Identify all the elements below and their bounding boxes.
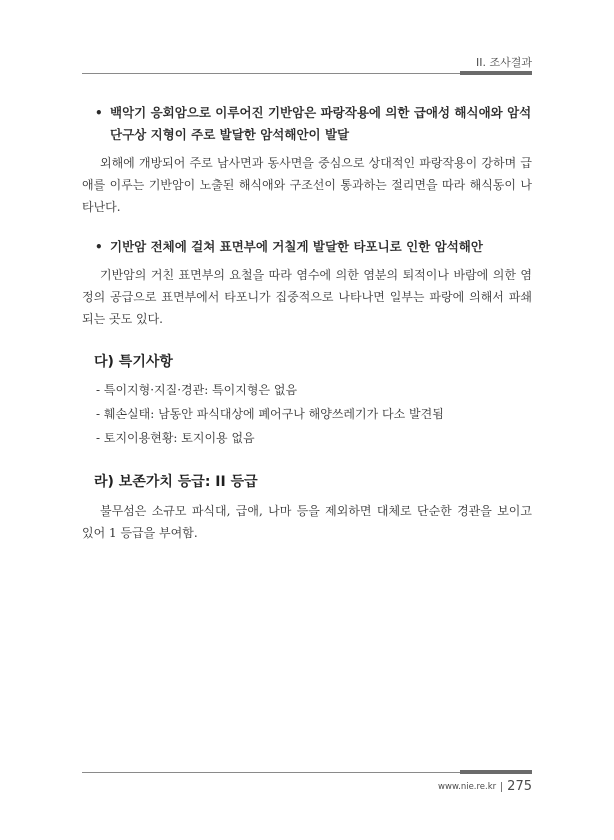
conservation-grade-title: 라) 보존가치 등급: II 등급 — [94, 474, 258, 490]
bullet-heading-2 — [82, 236, 532, 258]
special-notes-item: - 토지이용현황: 토지이용 없음 — [96, 431, 255, 445]
paragraph-2: 기반암의 거친 표면부의 요철을 따라 염수에 의한 염분의 퇴적이나 바람에 의한 염정의 공급으로 표면부에서 타포니가 집중적으로 나타나면 일부는 파랑에 의해서 파쇄되는 곳도 있다. — [82, 268, 532, 326]
footer-separator — [501, 782, 502, 792]
bullet-icon: • — [95, 240, 103, 254]
footer-divider-accent — [460, 770, 532, 774]
bullet-heading-text: 백악기 응회암으로 이루어진 기반암은 파랑작용에 의한 급애성 해식애와 암석단구상 지형이 주로 발달한 암석해안이 발달 — [110, 105, 532, 142]
page-footer — [438, 779, 532, 794]
special-notes-item: - 훼손실태: 남동안 파식대상에 폐어구나 해양쓰레기가 다소 발견됨 — [96, 407, 444, 421]
running-header-section: II. 조사결과 — [476, 56, 532, 69]
conservation-grade-paragraph: 불무섬은 소규모 파식대, 급애, 나마 등을 제외하면 대체로 단순한 경관을 보이고 있어 1 등급을 부여함. — [82, 504, 532, 540]
header-divider-accent — [460, 71, 532, 75]
special-notes-item: - 특이지형·지질·경관: 특이지형은 없음 — [96, 383, 298, 397]
page-number: 275 — [507, 779, 532, 794]
footer-url: www.nie.re.kr — [438, 781, 497, 792]
bullet-heading-1 — [82, 102, 532, 146]
bullet-heading-text: 기반암 전체에 걸쳐 표면부에 거칠게 발달한 타포니로 인한 암석해안 — [110, 239, 483, 254]
paragraph-1: 외해에 개방되어 주로 남사면과 동사면을 중심으로 상대적인 파랑작용이 강하며 급애를 이루는 기반암이 노출된 해식애와 구조선이 통과하는 절리면을 따라 해식동이 나타난다. — [82, 156, 532, 214]
special-notes-title: 다) 특기사항 — [94, 354, 173, 370]
bullet-icon: • — [95, 106, 103, 120]
page-content — [82, 102, 532, 544]
